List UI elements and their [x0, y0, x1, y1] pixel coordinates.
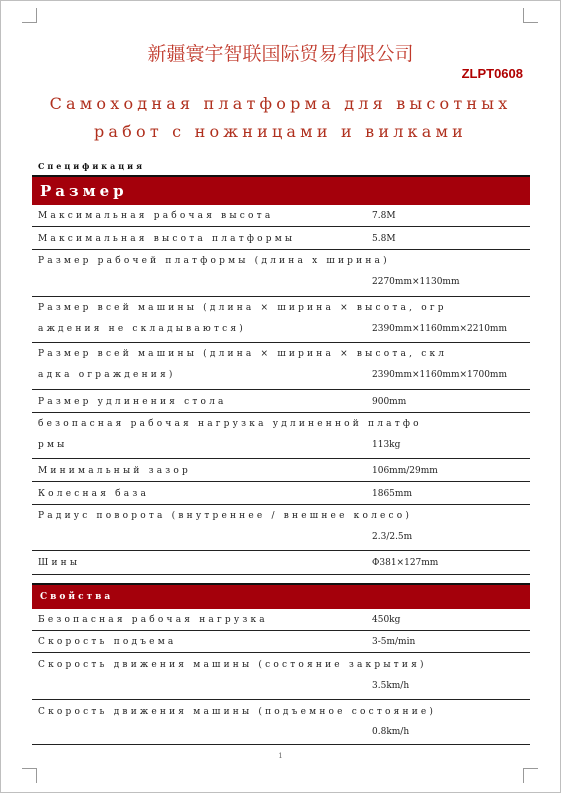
row-value: 3-5m/min [372, 637, 416, 647]
row-label: Шины [38, 558, 81, 568]
row-label: Максимальная рабочая высота [38, 211, 274, 221]
row-value: 3.5km/h [372, 681, 410, 691]
table-row [32, 297, 530, 343]
page-number: 1 [278, 752, 283, 760]
table-row [32, 609, 530, 631]
row-value: 113kg [372, 440, 401, 450]
table-row [32, 390, 530, 413]
properties-table [32, 583, 530, 745]
table-row [32, 551, 530, 575]
row-label: Скорость движения машины (подъемное состояние) [38, 707, 437, 717]
row-value: 106mm/29mm [372, 466, 438, 476]
section-header-size: Размер [32, 175, 530, 205]
section-header-properties: Свойства [32, 583, 530, 609]
document-title-line2: работ с ножницами и вилками [93, 122, 468, 141]
row-value: 450kg [372, 615, 401, 625]
spec-label: Спецификация [38, 161, 146, 171]
row-value: 900mm [372, 397, 407, 407]
row-value: 2.3/2.5m [372, 532, 413, 542]
table-row [32, 653, 530, 700]
crop-mark-top-left [22, 8, 37, 23]
table-row [32, 482, 530, 505]
crop-mark-bottom-left [22, 768, 37, 783]
table-row [32, 631, 530, 653]
table-row [32, 700, 530, 745]
row-label-continuation: рмы [38, 440, 68, 450]
company-name: 新疆寰宇智联国际贸易有限公司 [147, 43, 414, 65]
table-row [32, 343, 530, 390]
row-label: Максимальная высота платформы [38, 234, 296, 244]
row-label: Минимальный зазор [38, 466, 191, 476]
row-value: 7.8M [372, 211, 396, 221]
crop-mark-bottom-right [523, 768, 538, 783]
row-value: 2270mm×1130mm [372, 277, 460, 287]
table-row [32, 227, 530, 250]
row-label: Безопасная рабочая нагрузка [38, 615, 268, 625]
table-row [32, 413, 530, 459]
row-value: 1865mm [372, 489, 412, 499]
row-value: 2390mm×1160mm×2210mm [372, 324, 507, 334]
row-label: Размер всей машины (длина × ширина × высота, скл [38, 349, 448, 359]
table-row [32, 505, 530, 551]
row-label: Размер всей машины (длина × ширина × высота, огр [38, 303, 447, 313]
table-row [32, 250, 530, 297]
row-value: 2390mm×1160mm×1700mm [372, 370, 507, 380]
row-label: Скорость движения машины (состояние закрытия) [38, 660, 427, 670]
row-label: Размер рабочей платформы (длина х ширина) [38, 256, 390, 266]
crop-mark-top-right [523, 8, 538, 23]
document-title-line1: Самоходная платформа для высотных [49, 94, 512, 113]
row-value: 5.8M [372, 234, 396, 244]
row-label: Радиус поворота (внутреннее / внешнее колесо) [38, 511, 413, 521]
table-row [32, 205, 530, 227]
row-label-continuation: адка ограждения) [38, 370, 176, 380]
row-label: Скорость подъема [38, 637, 177, 647]
row-label: Колесная база [38, 489, 150, 499]
size-table [32, 175, 530, 575]
row-value: 0.8km/h [372, 727, 410, 737]
table-row [32, 459, 530, 482]
row-label: безопасная рабочая нагрузка удлиненной платфо [38, 419, 422, 429]
row-value: Φ381×127mm [372, 558, 439, 568]
product-code: ZLPT0608 [461, 66, 523, 81]
row-label: Размер удлинения стола [38, 397, 227, 407]
row-label-continuation: аждения не складываются) [38, 324, 246, 334]
